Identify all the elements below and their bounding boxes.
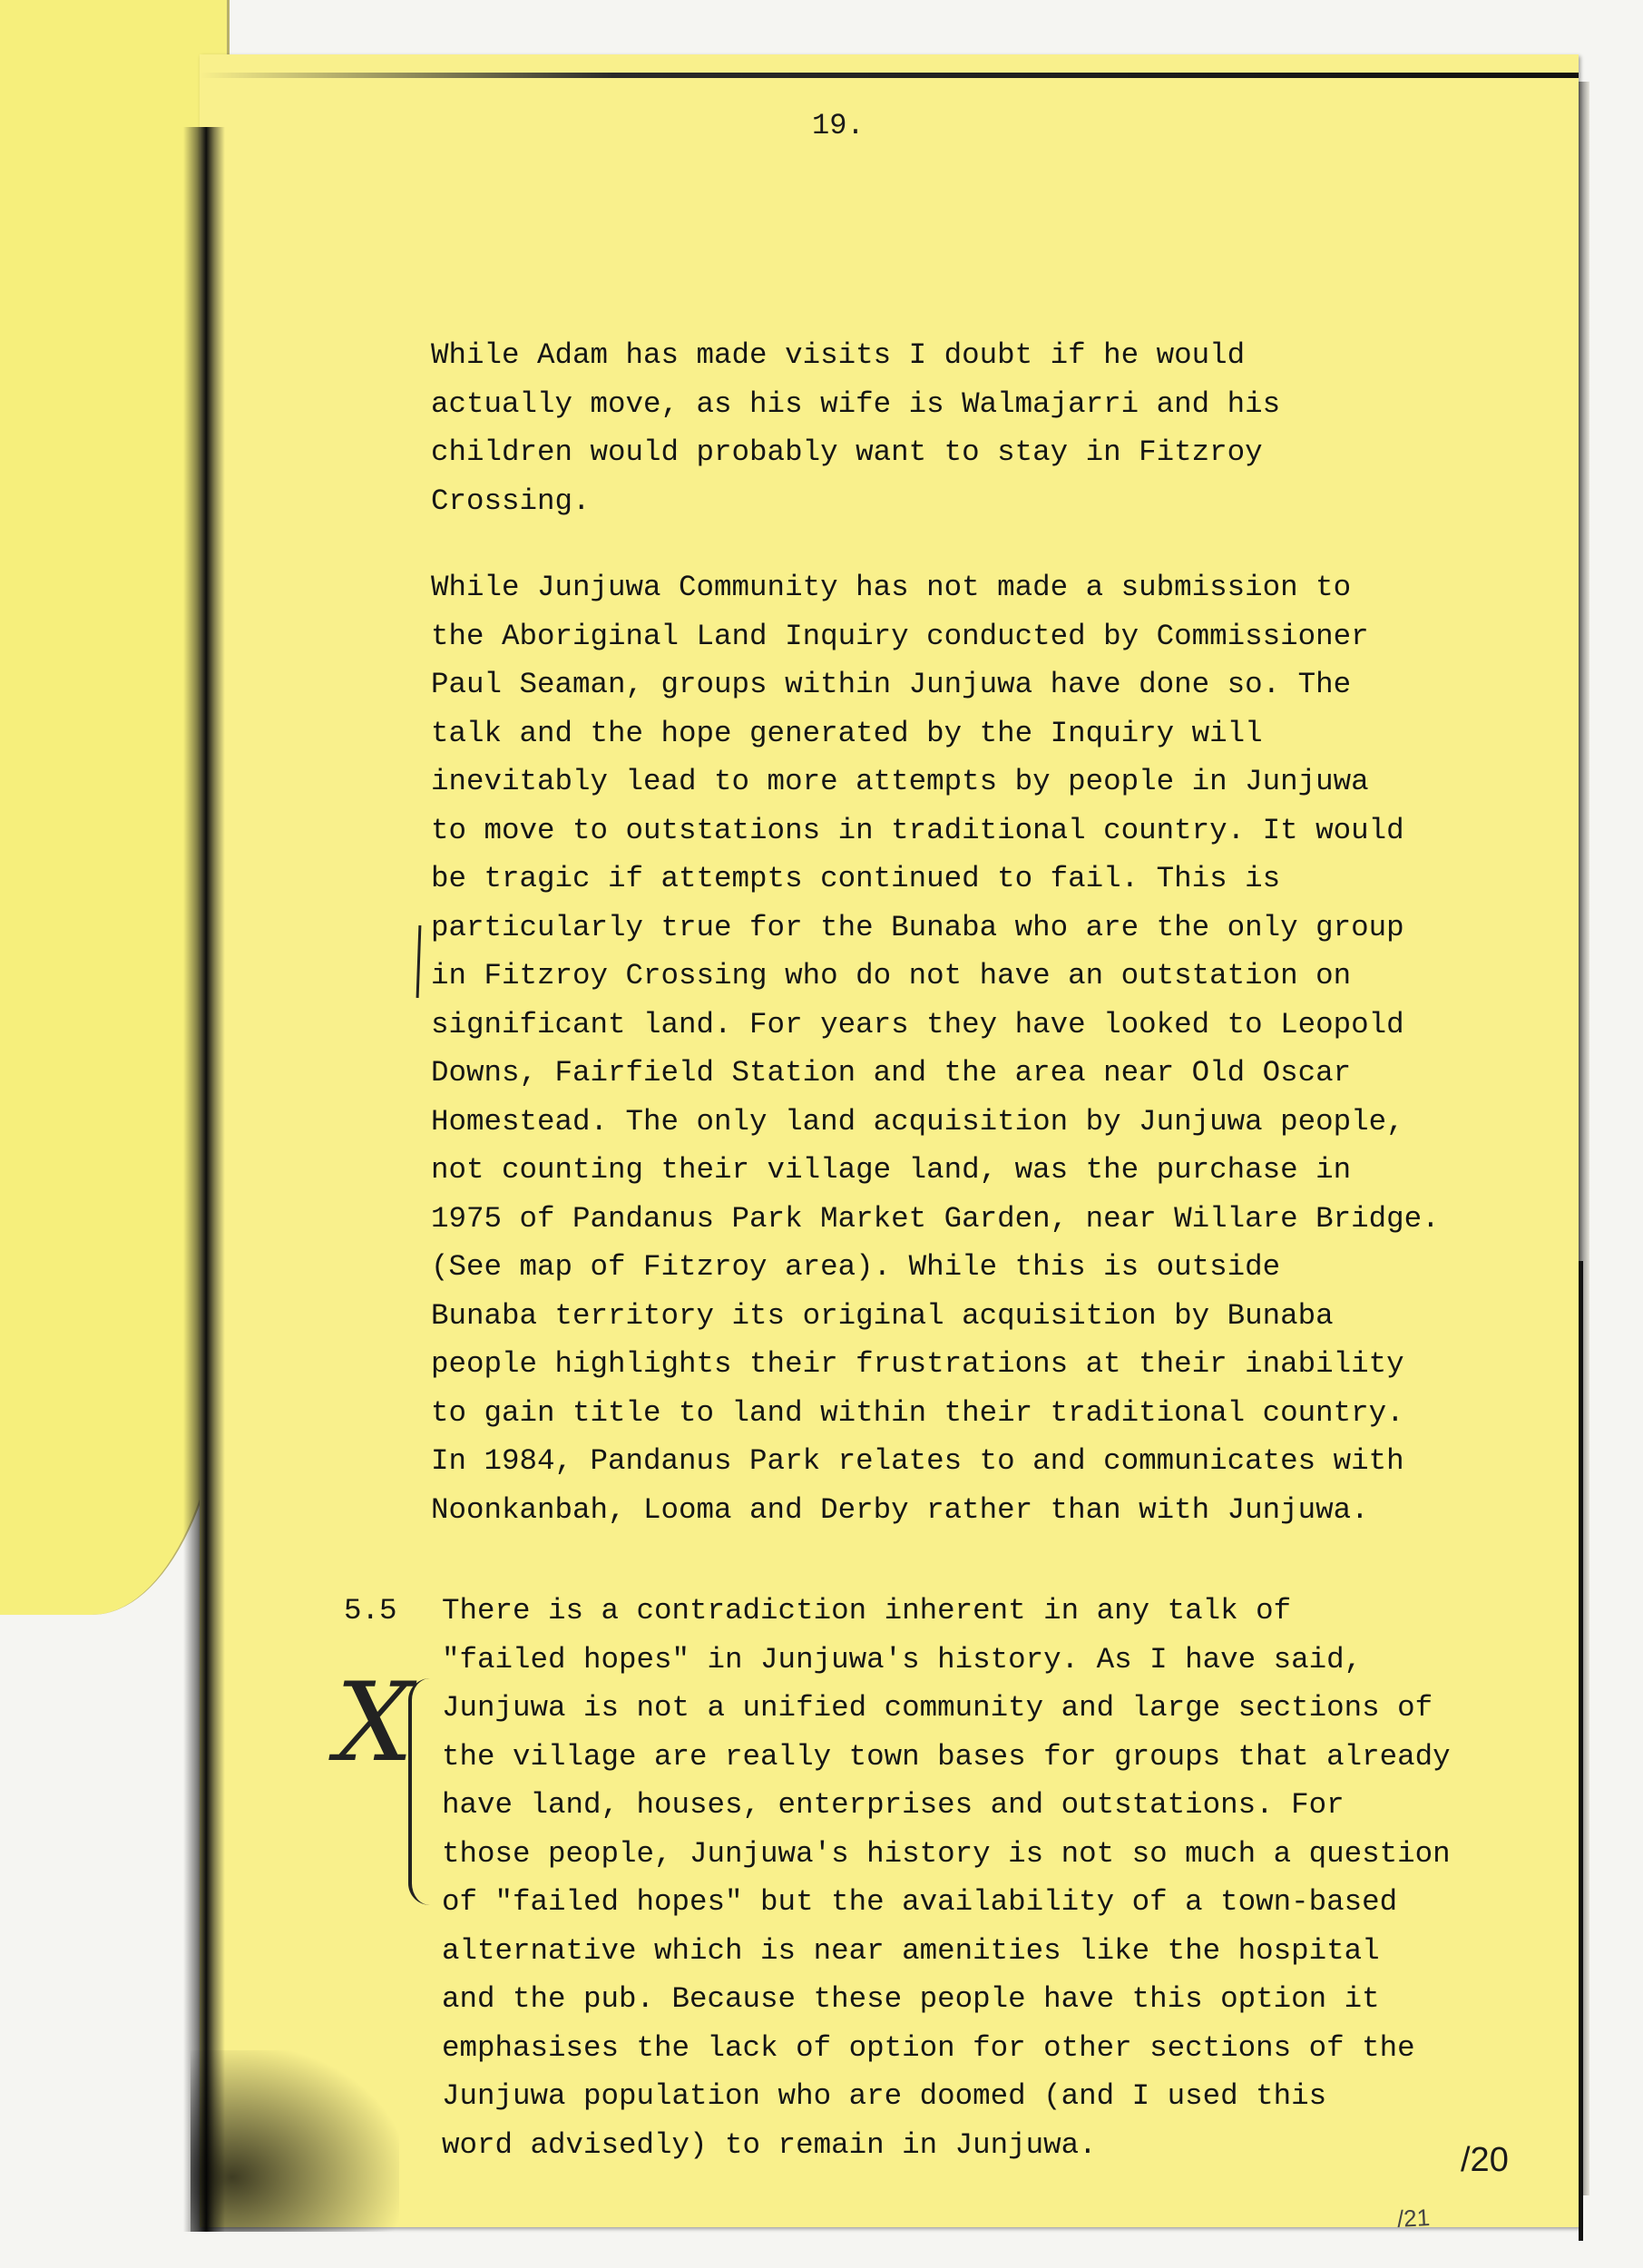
underlying-page-reference: /21 [1396, 2204, 1431, 2233]
margin-annotation-line [416, 925, 422, 998]
section-number: 5.5 [344, 1594, 397, 1628]
section-text: There is a contradiction inherent in any talk of "failed hopes" in Junjuwa's history. As I have said, Junjuwa is not a unified community and large sections of the village are really town bases for groups that already have land, houses, enterprises and outstations. For those people, Junjuwa's history is not so much a question of "failed hopes" but the availability of a town-based alternative which is near amenities like the hospital and the pub. Because these people have this option it emphasises the lack of option for other sections of the Junjuwa population who are doomed (and I used this word advisedly) to remain in Junjuwa. [442, 1594, 1451, 2162]
body-text [344, 331, 1556, 2169]
binding-smudge [191, 2050, 399, 2232]
section-5-5 [344, 1587, 1556, 2169]
top-shadow-rule [200, 73, 1579, 78]
binding-shadow [183, 127, 225, 2232]
page-edge-shadow [1579, 1261, 1583, 2241]
handwritten-mark: X [336, 1660, 414, 1786]
document-page [200, 54, 1579, 2233]
next-page-reference: /20 [1461, 2141, 1509, 2179]
paragraph-adam: While Adam has made visits I doubt if he would actually move, as his wife is Walmajarri and his children would probably want to stay in Fitzroy Crossing. [431, 338, 1281, 518]
paragraph-land-inquiry: While Junjuwa Community has not made a submission to the Aboriginal Land Inquiry conducted by Commissioner Paul Seaman, groups within Junjuwa have done so. The talk and the hope generated by the Inquiry will inevitably lead to more attempts by people in Junjuwa to move to outstations in traditional country. It would be tragic if attempts continued to fail. This is particularly true for the Bunaba who are the only group in Fitzroy Crossing who do not have an outstation on significant land. For years they have looked to Leopold Downs, Fairfield Station and the area near Old Oscar Homestead. The only land acquisition by Junjuwa people, not counting their village land, was the purchase in 1975 of Pandanus Park Market Garden, near Willare Bridge. (See map of Fitzroy area). While this is outside Bunaba territory its original acquisition by Bunaba people highlights their frustrations at their inability to gain title to land within their traditional country. In 1984, Pandanus Park relates to and communicates with Noonkanbah, Looma and Derby rather than with Junjuwa. [431, 571, 1440, 1527]
handwritten-bracket [408, 1678, 430, 1905]
page-number: 19. [812, 109, 865, 142]
